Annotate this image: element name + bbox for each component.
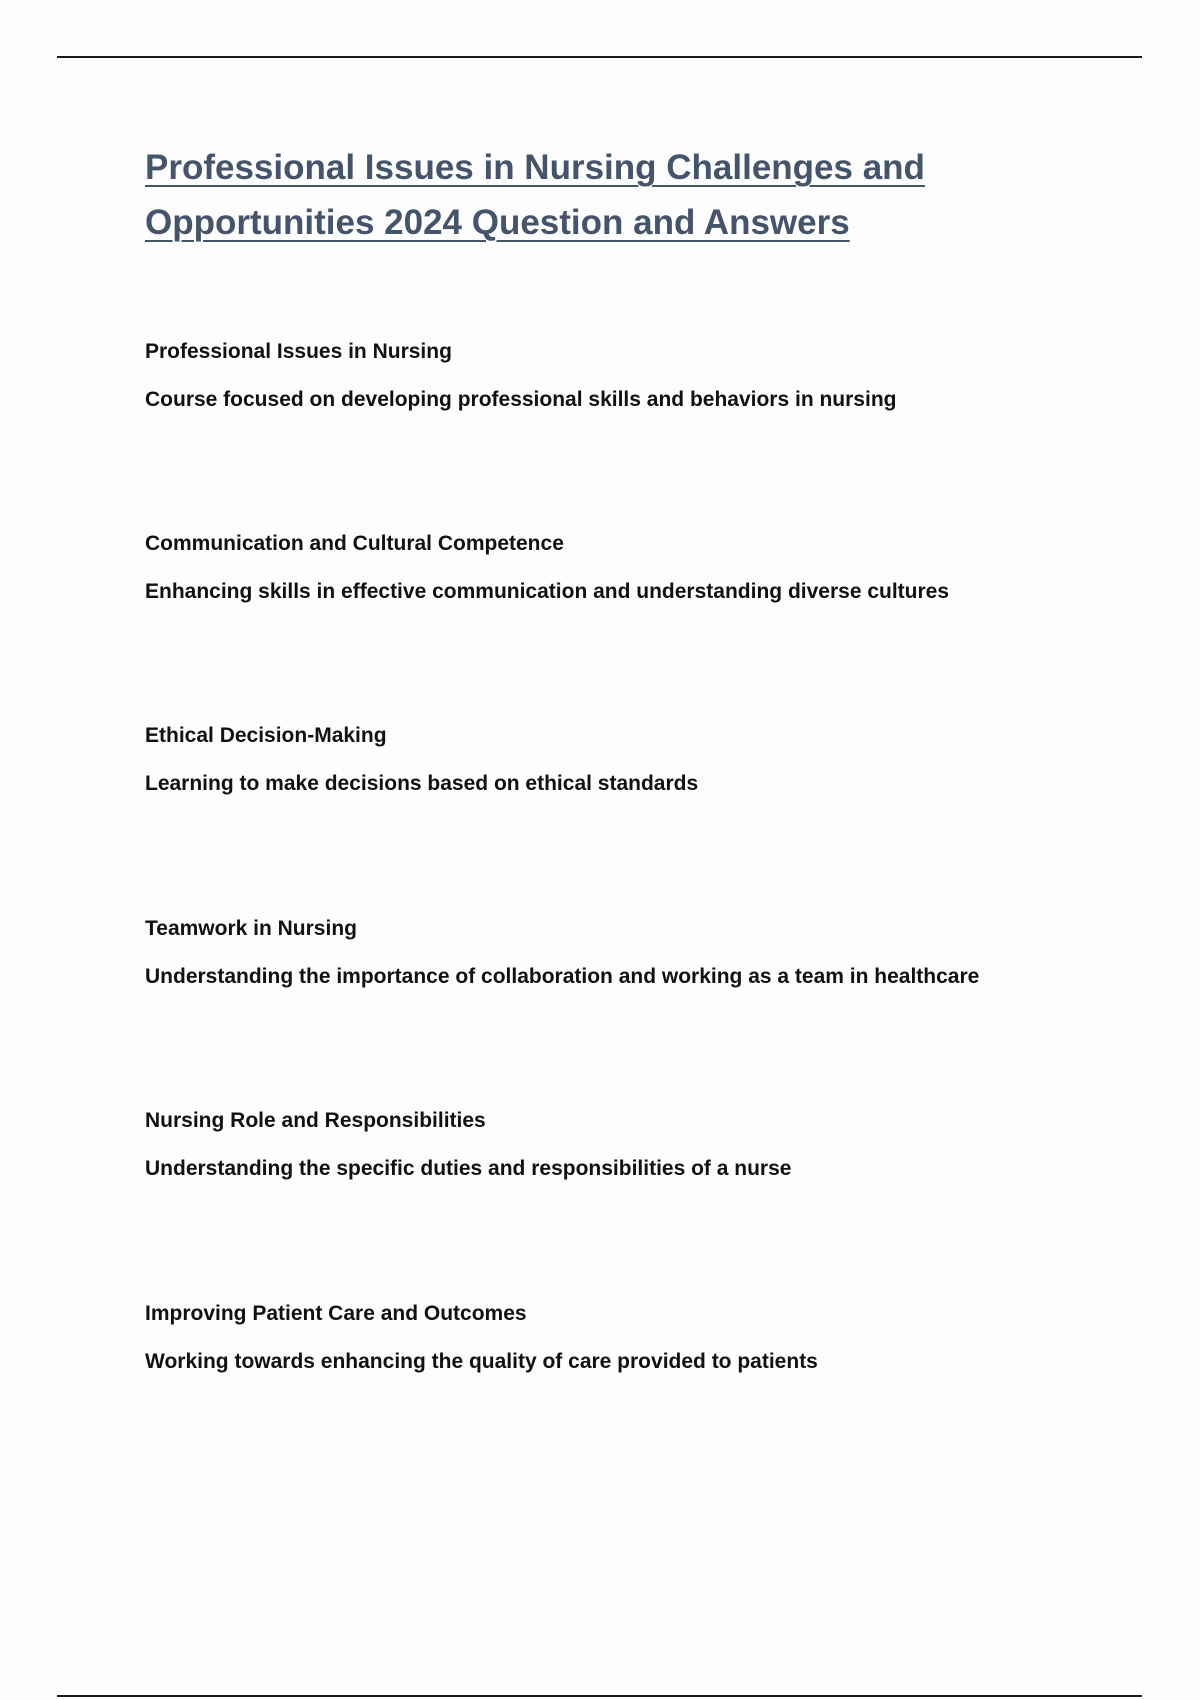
qa-entry	[145, 723, 1095, 797]
qa-entry	[145, 1108, 1095, 1182]
qa-definition: Understanding the importance of collaboration and working as a team in healthcare	[145, 965, 980, 988]
qa-entry	[145, 916, 1095, 990]
qa-term: Professional Issues in Nursing	[145, 340, 452, 363]
footer-rule	[57, 1695, 1142, 1697]
qa-term: Ethical Decision-Making	[145, 724, 387, 747]
qa-definition: Working towards enhancing the quality of care provided to patients	[145, 1350, 818, 1373]
qa-definition: Understanding the specific duties and responsibilities of a nurse	[145, 1157, 792, 1180]
document-title	[145, 140, 1045, 250]
qa-term: Improving Patient Care and Outcomes	[145, 1302, 527, 1325]
qa-term: Communication and Cultural Competence	[145, 532, 564, 555]
qa-definition: Course focused on developing professional skills and behaviors in nursing	[145, 388, 897, 411]
qa-term: Nursing Role and Responsibilities	[145, 1109, 486, 1132]
qa-entry	[145, 339, 1095, 413]
qa-definition: Enhancing skills in effective communication and understanding diverse cultures	[145, 580, 950, 603]
qa-definition: Learning to make decisions based on ethical standards	[145, 772, 699, 795]
document-title-line-2: Opportunities 2024 Question and Answers	[145, 203, 850, 242]
document-title-line-1: Professional Issues in Nursing Challenges and	[145, 148, 925, 187]
qa-entry	[145, 1301, 1095, 1375]
header-rule	[57, 56, 1142, 58]
qa-entry	[145, 531, 1095, 605]
qa-term: Teamwork in Nursing	[145, 917, 357, 940]
